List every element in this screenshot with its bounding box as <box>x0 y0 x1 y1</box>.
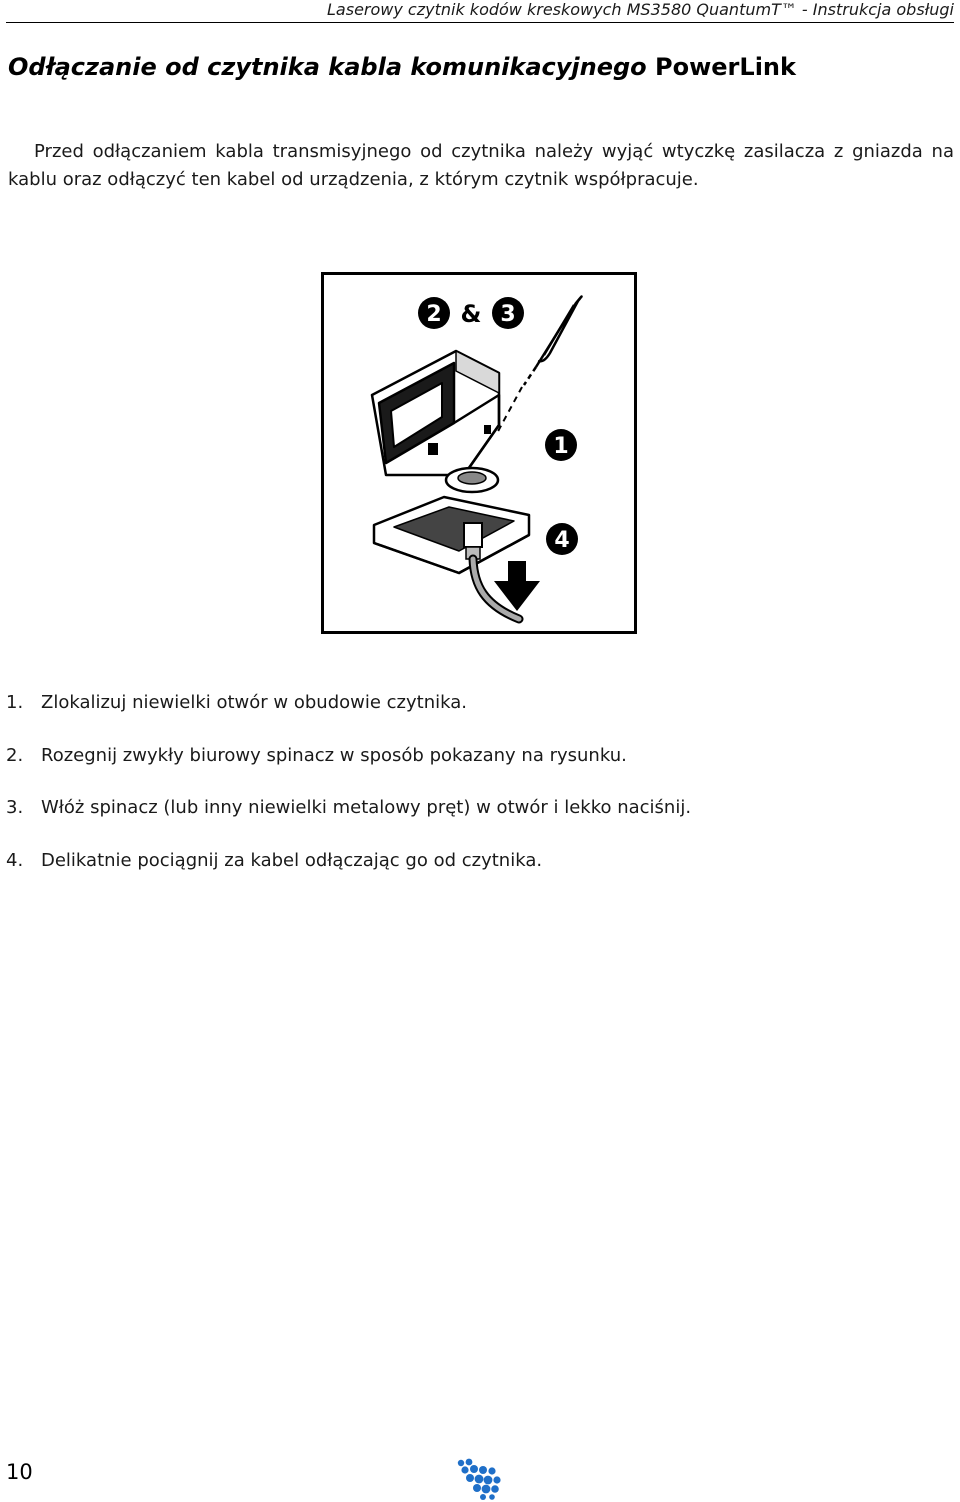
step-text: Rozegnij zwykły biurowy spinacz w sposób pokazany na rysunku. <box>41 744 627 766</box>
step-item <box>6 846 691 899</box>
callout-2-label: 2 <box>426 302 442 327</box>
page-number: 10 <box>6 1460 33 1484</box>
scanner-cable-removal-illustration <box>321 272 637 634</box>
scanner-neck <box>446 468 498 492</box>
section-title-italic: Odłączanie od czytnika kabla komunikacyjnego <box>8 53 647 81</box>
step-text: Delikatnie pociągnij za kabel odłączając go od czytnika. <box>41 849 543 871</box>
step-number: 1. <box>6 692 24 713</box>
intro-paragraph: Przed odłączaniem kabla transmisyjnego od czytnika należy wyjąć wtyczkę zasilacza z gniazda na kablu oraz odłączyć ten kabel od urządzenia, z którym czytnik współpracuje. <box>8 141 954 190</box>
step-number: 3. <box>6 797 24 818</box>
pull-down-arrow-icon <box>494 561 540 611</box>
callout-1-label: 1 <box>553 434 569 459</box>
step-number: 4. <box>6 849 24 871</box>
step-number: 2. <box>6 744 24 766</box>
scanner-base <box>374 497 529 573</box>
section-title-plain: PowerLink <box>655 53 796 81</box>
callout-1 <box>545 429 577 461</box>
callout-3-label: 3 <box>500 302 516 327</box>
company-logo-icon <box>455 1458 505 1500</box>
running-header-text: Laserowy czytnik kodów kreskowych MS3580 QuantumT™ - Instrukcja obsługi <box>327 0 954 19</box>
step-item <box>6 741 691 794</box>
paperclip-icon <box>524 296 582 385</box>
running-header <box>6 0 954 23</box>
callout-4-label: 4 <box>554 528 570 553</box>
section-title <box>8 50 796 84</box>
illustration-drawing <box>324 275 634 631</box>
cable-connector <box>464 523 482 559</box>
callout-2-and-3 <box>418 297 524 329</box>
callout-4 <box>546 523 578 555</box>
step-text: Włóż spinacz (lub inny niewielki metalowy pręt) w otwór i lekko naciśnij. <box>41 797 692 818</box>
callout-ampersand: & <box>460 300 482 328</box>
step-item <box>6 688 691 741</box>
step-item <box>6 793 691 846</box>
scanner-head <box>372 351 499 475</box>
step-text: Zlokalizuj niewielki otwór w obudowie czytnika. <box>41 692 467 713</box>
instruction-steps <box>6 688 691 898</box>
